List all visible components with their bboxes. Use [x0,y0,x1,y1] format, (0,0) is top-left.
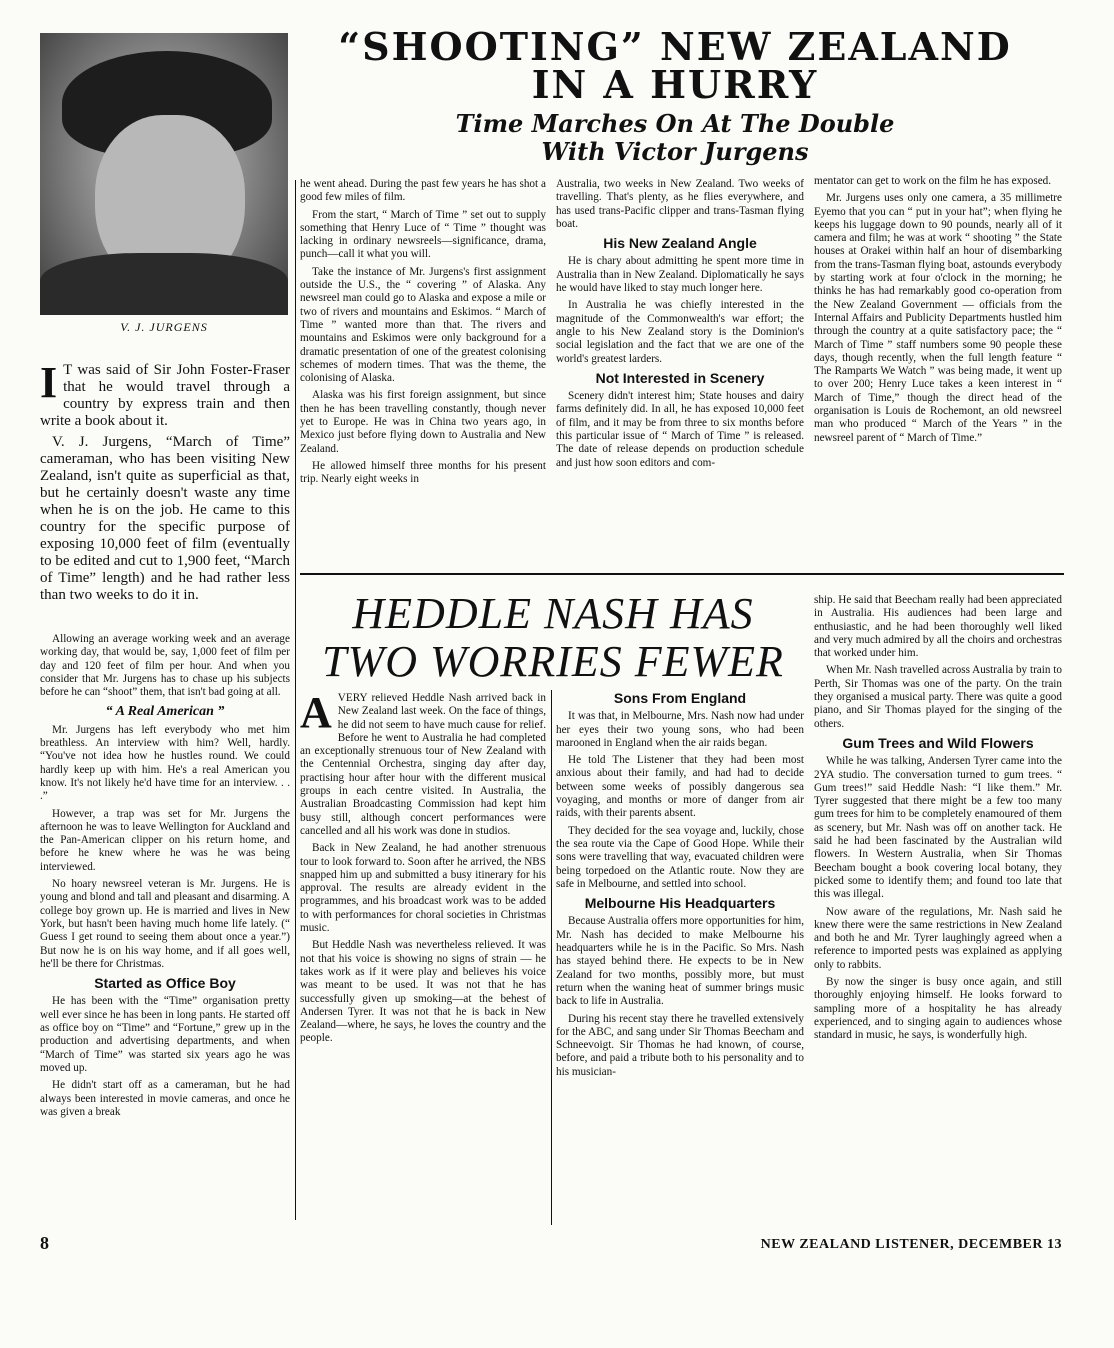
article1-column1 [40,633,290,1217]
article1-column4 [814,175,1062,568]
article1-c3p2: He is chary about admitting he spent more time in Australia than in New Zealand. Diplomatically he says he would have liked to stay much longer here. [556,255,804,295]
article2-p5: He told The Listener that they had been most anxious about their family, and had had to decide between some weeks of possibly dangerous sea voyaging, and months or more of danger from air raids, with their parents absent. [556,754,804,820]
page-number: 8 [40,1233,49,1253]
article1-c4p1: mentator can get to work on the film he has exposed. [814,175,1052,187]
article2-headline-line1: HEDDLE NASH HAS [352,589,754,638]
article1-lead: T was said of Sir John Foster-Fraser that he would travel through a country by express train and then write a book about it. [40,362,290,429]
article2-column3 [814,594,1062,1227]
article2-p7: Because Australia offers more opportunities for him, Mr. Nash has decided to make Melbourne his headquarters while he is in the Pacific. So Mrs. Nash has stayed behind there. He expects to be in New Zealand for two months, possibly more, but must return when the waning heat of summer brings music back to life in Australia. [556,915,804,1008]
headline-line2: IN A HURRY [531,62,819,107]
article2-p2: Back in New Zealand, he had another strenuous tour to look forward to. Soon after he arrived, the NBS snapped him up and submitted a busy itinerary for his approval. The results are already evident in the programmes, and his broadcast work was to be added to with performances for choral societies in Christmas music. [300,842,546,935]
article1-c2p3: Take the instance of Mr. Jurgens's first assignment outside the U.S., the “ covering ” of Alaska. Any newsreel man could go to Alaska and expose a mile or two of rivers and mountains and Eskimos. “ March of Time ” wanted more than that. The rivers and mountains and Eskimos were only background for a dramatic presentation of one of the greatest colonising schemes of modern times. That was the theme, the colonising of Alaska. [300,265,546,385]
article1-p7: He has been with the “Time” organisation pretty well ever since he has been in long pants. He started off as office boy on “Time” and “Fortune,” grew up in the production and advertising departments, and when “March of Time” was started six years ago he was moved up. [40,995,290,1074]
article2-headline [298,590,808,686]
article1-c3p3: In Australia he was chiefly interested in the magnitude of the Commonwealth's war effort; the angle to his New Zealand story is the Dominion's social legislation and the fact that we are one of the world's greatest larders. [556,299,804,365]
subhead-gum-trees: Gum Trees and Wild Flowers [842,734,1034,751]
article2-dropcap: A [300,692,332,737]
subhead-nz-angle: His New Zealand Angle [603,235,757,252]
article1-p2: V. J. Jurgens, “March of Time” cameraman, who has been visiting New Zealand, isn't quite as superficial as that, but he certainly doesn't waste any time when he is on the job. He came to this country for the specific purpose of exposing 10,000 feet of film (eventually to be edited and cut to 1,900 feet, “March of Time” length) and he had rather less than two weeks to do it in. [40,434,290,603]
article1-column2 [300,178,546,568]
subhead-melbourne: Melbourne His Headquarters [584,895,776,912]
article1-p4: Mr. Jurgens has left everybody who met him breathless. An interview with him? Well, hardly. “You've not idea how he hustles round. We could hardly keep up with him. He's a real American you know. It's not likely he'd have time for an interview. . . .” [40,723,290,803]
article2-p9: ship. He said that Beecham really had been appreciated in Australia. His audiences had been large and enthusiastic, and he had been thoroughly well liked and very much admired by all the choirs and orchestras that worked under him. [814,594,1062,660]
article2-p4: It was that, in Melbourne, Mrs. Nash now had under her eyes their two young sons, who had been marooned in England when the air raids began. [556,710,804,749]
article2-p3: But Heddle Nash was nevertheless relieved. It was not that his voice is showing no signs of strain — he takes work as if it were play and believes his voice was meant to be used. It was not that he has successfully given up smoking—at the behest of Andersen Tyrer. It was not that he is back in New Zealand—where, he says, he loves the country and the people. [300,939,546,1045]
masthead-footer: NEW ZEALAND LISTENER, DECEMBER 13 [760,1237,1062,1252]
headline-line1: “SHOOTING” NEW ZEALAND [338,24,1012,69]
article2-p6: They decided for the sea voyage and, luckily, chose the sea route via the Cape of Good Hope. While their sons were travelling that way, evacuated children were being torpedoed on the Atlantic route. Now they are safe in Melbourne, and settled into school. [556,824,804,890]
dropcap: I [40,362,58,407]
article1-c2p1: he went ahead. During the past few years he has shot a good few miles of film. [300,178,546,204]
suit-shape [40,253,288,315]
article2-p10: When Mr. Nash travelled across Australia by train to Perth, Sir Thomas was one of the party. On the train they organised a musical party. There was quite a good piano, and Sir Thomas played for the singing of the others. [814,664,1062,730]
article1-c4p2: Mr. Jurgens uses only one camera, a 35 millimetre Eyemo that you can “ put in your hat”; when flying he keeps his luggage down to 90 pounds, nearly all of it camera and film; he was at work “ shooting ” the State houses at Orakei within half an hour of disembarking from the trans-Tasman flying boat, astounds everybody by starting work at four o'clock in the morning; he thinks he has had remarkably good co-operation from the New Zealand Government — officials from the Internal Affairs and Publicity Departments hustled him through the country at a quite satisfactory pace; the “ March of Time ” staff numbers some 90 people these days, though recently, when the full length feature “ The Ramparts We Watch ” was being made, it went up to over 200; Henry Luce takes a keen interest in “ March of Time,” though the direct head of the organisation is Louis de Rochemont, an old newsreel man who produced “ March of the Years ” in the newsreel parent of “ March of Time.” [814,192,1062,444]
article1-c3p4: Scenery didn't interest him; State houses and dairy farms definitely did. In all, he has exposed 10,000 feet of film, and it may be from three to six months before this particular issue of “ March of Time ” is released. The date of release depends on production schedule and just how soon editors and com- [556,390,804,469]
article1-column3 [556,178,804,568]
article1-c2p5: He allowed himself three months for his present trip. Nearly eight weeks in [300,459,546,486]
article1-c2p2: From the start, “ March of Time ” set out to supply something that Henry Luce of “ Time ” thought was lacking in ordinary newsreels—significance, drama, punch—call it what you will. [300,208,546,261]
article1-c3p1: Australia, two weeks in New Zealand. Two weeks of travelling. That's plenty, as he flies everywhere, and has used trans-Pacific clipper and trans-Tasman flying boat. [556,178,804,230]
article2-p12: Now aware of the regulations, Mr. Nash said he knew there were the same restrictions in New Zealand and both he and Mr. Tyrer laughingly agreed when a reference to imported pests was explained as applying only to rabbits. [814,905,1062,971]
portrait-photo [40,33,288,315]
article1-p5: However, a trap was set for Mr. Jurgens the afternoon he was to leave Wellington for Auckland and the Pan-American clipper on his return home, and before he knew where he was he was being interviewed. [40,807,290,873]
deck-line1: Time Marches On At The Double [455,109,895,138]
subhead-real-american: “ A Real American ” [105,704,225,720]
article2-lead: VERY relieved Heddle Nash arrived back in New Zealand last week. On the face of things, he did not seem to have much cause for relief. Before he went to Australia he had completed an exceptionally strenuous tour of New Zealand with the Centennial Orchestra, singing day after day, practising hour after hour with the different musical groups in each centre visited. In Australia, the Australian Broadcasting Commission had kept him busy still, although concert performances were cancelled and all his work was done in studios. [300,692,546,837]
column-rule-2 [551,690,552,1225]
article2-headline-line2: TWO WORRIES FEWER [322,637,784,686]
article2-p11: While he was talking, Andersen Tyrer came into the 2YA studio. The conversation turned to gum trees. “ Gum trees!” said Heddle Nash: “I like them.” Mr. Tyrer suggested that there might be a few too many gum trees for him to be completely enamoured of them as scenery, but Mr. Nash was off on another tack. He said he had been fascinated by the Australian wild flowers. In Western Australia, when Sir Thomas Beecham bought a book covering local botany, they picked some to identify them; and found too late that this was illegal. [814,755,1062,901]
article1-c2p4: Alaska was his first foreign assignment, but since then he has been travelling constantly, though never yet to Europe. He was in China two years ago, in Mexico just before flying down to Australia and New Zealand. [300,389,546,455]
photo-caption: V. J. JURGENS [120,320,208,334]
article1-p6: No hoary newsreel veteran is Mr. Jurgens. He is young and blond and tall and pleasant and disarming. A college boy grown up. He is married and lives in New York, but hasn't been having much home life lately. (“ Guess I get round to seeing them about once a year.”) But now he is on his way home, and if all goes well, he'll be there for Christmas. [40,878,290,970]
article2-p13: By now the singer is busy once again, and still thoroughly enjoying himself. He looks forward to sampling more of a hospitality he has already experienced, and to singing again to audiences whose standard in music, he says, is wonderfully high. [814,976,1062,1042]
article2-p8: During his recent stay there he travelled extensively for the ABC, and sang under Sir Thomas Beecham and Schneevoigt. Sir Thomas he had known, of course, before, and paid a tribute both to his personality and to his musician- [556,1012,804,1078]
column-rule-1 [295,180,296,1220]
subhead-office-boy: Started as Office Boy [94,975,236,992]
article-separator [300,573,1064,575]
subhead-scenery: Not Interested in Scenery [595,369,765,386]
article2-column1 [300,692,546,1227]
article2-column2 [556,690,804,1227]
deck-line2: With Victor Jurgens [541,137,809,166]
article1-lead-column [40,362,290,630]
article1-p8: He didn't start off as a cameraman, but he had always been interested in movie cameras, and once he was given a break [40,1079,290,1118]
subhead-sons: Sons From England [613,690,747,706]
article1-p3: Allowing an average working week and an average working day, that would be, say, 1,000 feet of film per day and 120 feet of film per hour. And when you consider that Mr. Jurgens has to chase up his subjects before he can “shoot” them, that isn't bad going at all. [40,633,290,699]
